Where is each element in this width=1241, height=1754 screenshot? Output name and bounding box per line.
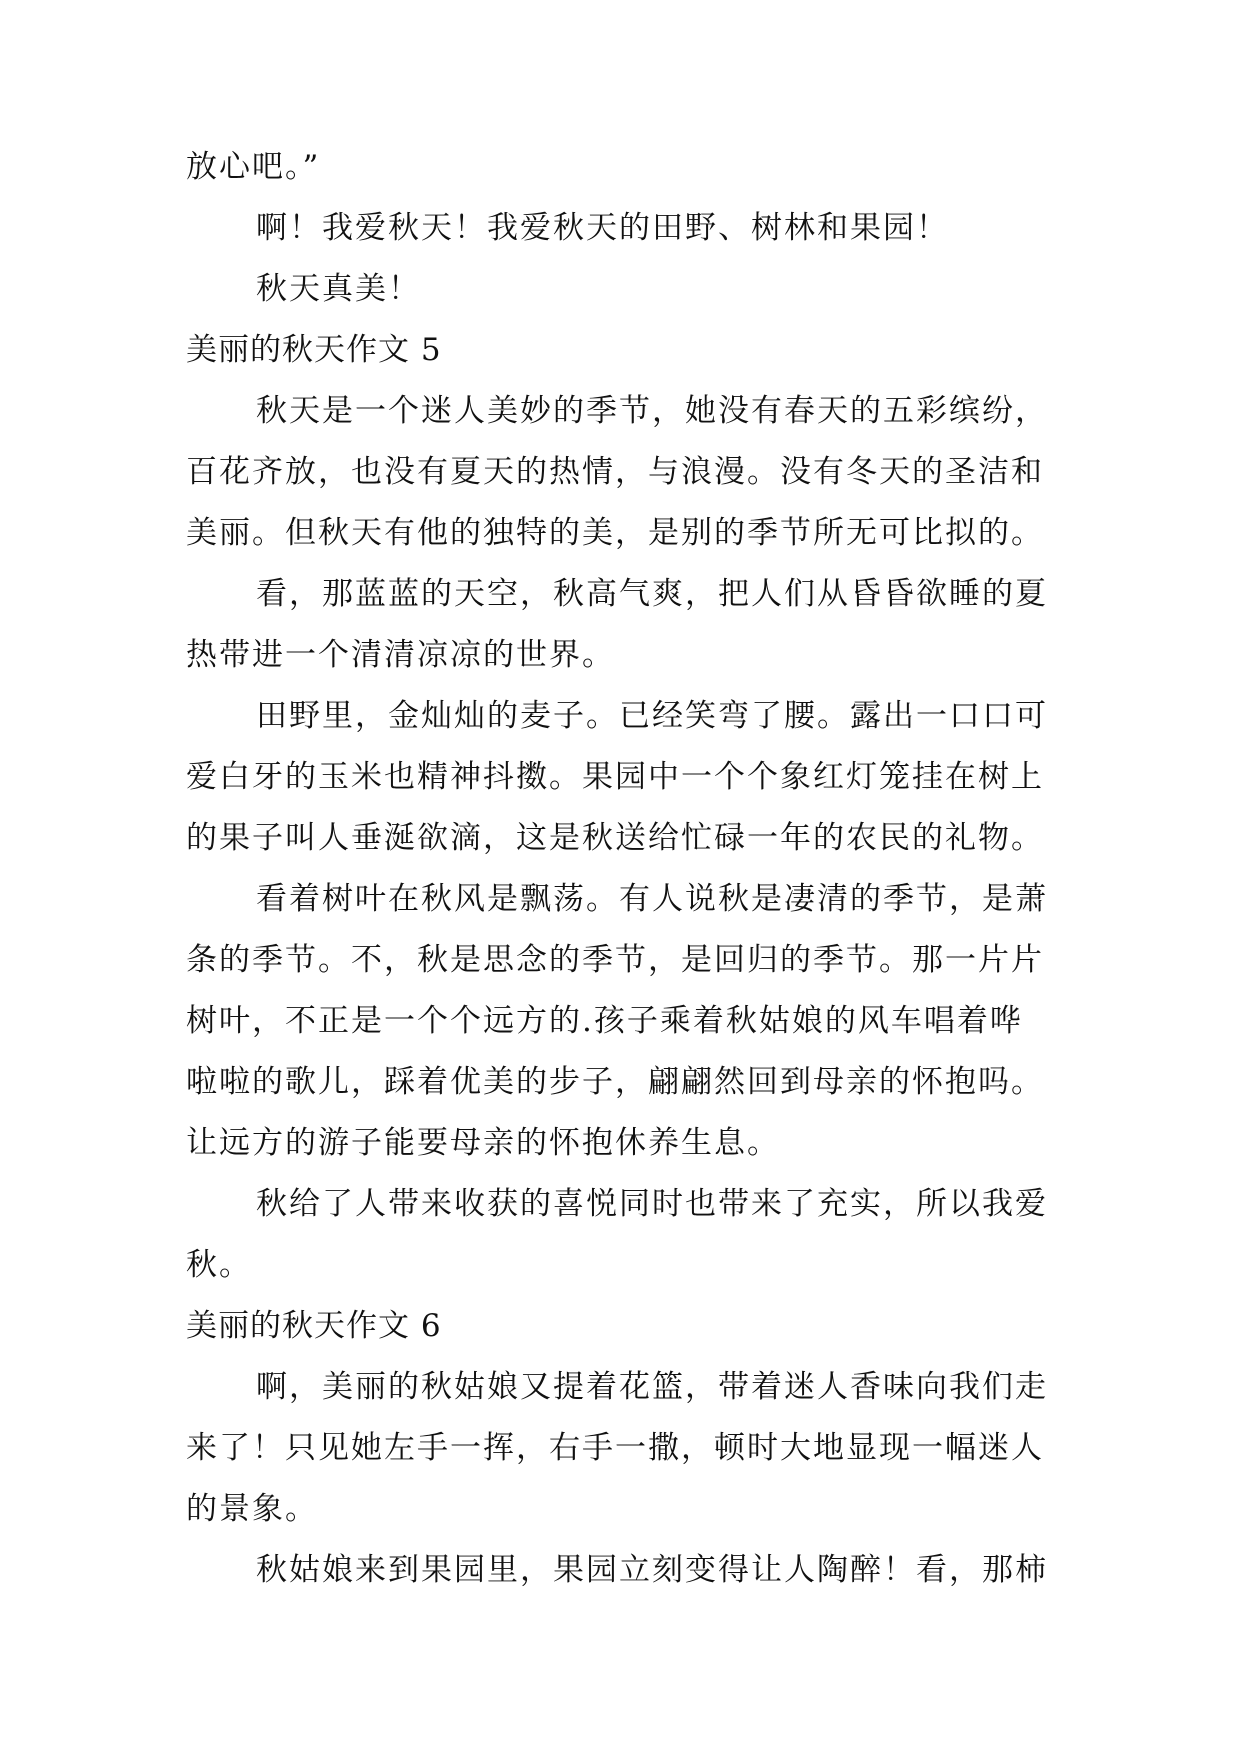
text-line: 爱白牙的玉米也精神抖擞。果园中一个个象红灯笼挂在树上	[186, 759, 1044, 795]
text-line: 放心吧。”	[186, 149, 321, 185]
text-line: 看着树叶在秋风是飘荡。有人说秋是凄清的季节，是萧	[256, 881, 1048, 917]
text-line: 秋天真美！	[256, 271, 421, 307]
section-heading: 美丽的秋天作文 5	[186, 332, 442, 368]
text-line: 秋姑娘来到果园里，果园立刻变得让人陶醉！看，那柿	[256, 1552, 1048, 1588]
text-line: 热带进一个清清凉凉的世界。	[186, 637, 615, 673]
text-line: 看，那蓝蓝的天空，秋高气爽，把人们从昏昏欲睡的夏	[256, 576, 1048, 612]
text-line: 树叶，不正是一个个远方的.孩子乘着秋姑娘的风车唱着哗	[186, 1003, 1023, 1039]
section-heading: 美丽的秋天作文 6	[186, 1308, 442, 1344]
text-line: 秋给了人带来收获的喜悦同时也带来了充实，所以我爱	[256, 1186, 1048, 1222]
text-line: 啊！我爱秋天！我爱秋天的田野、树林和果园！	[256, 210, 949, 246]
text-line: 条的季节。不，秋是思念的季节，是回归的季节。那一片片	[186, 942, 1044, 978]
text-line: 秋天是一个迷人美妙的季节，她没有春天的五彩缤纷，	[256, 393, 1048, 429]
text-line: 啊，美丽的秋姑娘又提着花篮，带着迷人香味向我们走	[256, 1369, 1048, 1405]
text-line: 百花齐放，也没有夏天的热情，与浪漫。没有冬天的圣洁和	[186, 454, 1044, 490]
text-line: 的景象。	[186, 1491, 318, 1527]
text-line: 秋。	[186, 1247, 252, 1283]
text-line: 的果子叫人垂涎欲滴，这是秋送给忙碌一年的农民的礼物。	[186, 820, 1044, 856]
text-line: 美丽。但秋天有他的独特的美，是别的季节所无可比拟的。	[186, 515, 1044, 551]
text-line: 让远方的游子能要母亲的怀抱休养生息。	[186, 1125, 780, 1161]
text-line: 田野里，金灿灿的麦子。已经笑弯了腰。露出一口口可	[256, 698, 1048, 734]
text-line: 啦啦的歌儿，踩着优美的步子，翩翩然回到母亲的怀抱吗。	[186, 1064, 1044, 1100]
text-line: 来了！只见她左手一挥，右手一撒，顿时大地显现一幅迷人	[186, 1430, 1044, 1466]
